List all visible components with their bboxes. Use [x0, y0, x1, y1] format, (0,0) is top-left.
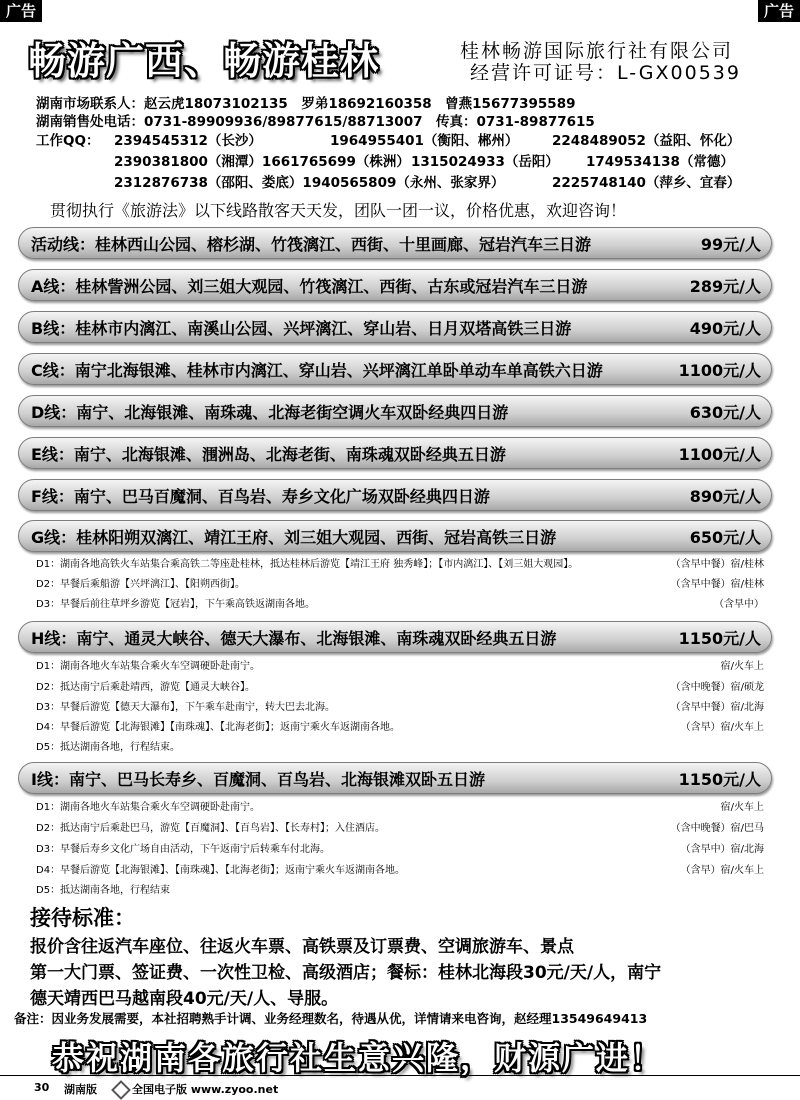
- qq-label: 工作QQ：: [36, 133, 100, 149]
- day-meals: （含早中餐）宿/桂林: [670, 579, 764, 590]
- day-meals: （含早中餐）宿/桂林: [670, 559, 764, 570]
- route-price: 890元/人: [689, 487, 761, 506]
- route-bar: [18, 395, 772, 427]
- itinerary-day: [36, 660, 764, 674]
- office-phone: 湖南销售处电话：0731-89909936/89877615/88713007 传真：0731-89877615: [36, 114, 595, 130]
- day-description: D2：抵达南宁后乘赴巴马，游览【百魔洞】、【百鸟岩】、【长寿村】；入住酒店。: [36, 823, 386, 834]
- route-name: G线：桂林阳朔双漓江、靖江王府、刘三姐大观园、西街、冠岩高铁三日游: [31, 528, 557, 547]
- route-price: 1150元/人: [678, 770, 761, 789]
- day-meals: （含中晚餐）宿/巴马: [670, 823, 764, 834]
- day-meals: （含早）宿/火车上: [680, 865, 764, 876]
- route-name: A线：桂林訾洲公园、刘三姐大观园、竹筏漓江、西街、古东或冠岩汽车三日游: [31, 277, 588, 296]
- route-price: 630元/人: [689, 403, 761, 422]
- route-bar: [18, 269, 772, 301]
- itinerary-day: [36, 681, 764, 695]
- day-meals: （含早）宿/火车上: [680, 722, 764, 733]
- qq-entry: 1964955401（衡阳、郴州）: [330, 133, 519, 149]
- itinerary-day: [36, 884, 764, 898]
- day-meals: （含中晚餐）宿/硕龙: [670, 682, 764, 693]
- qq-entry: 2248489052（益阳、怀化）: [552, 133, 741, 149]
- itinerary-day: [36, 578, 764, 592]
- day-description: D3：早餐后游览【德天大瀑布】，下午乘车赴南宁，转大巴去北海。: [36, 702, 336, 713]
- qq-entry: 2312876738（邵阳、娄底）1940565809（永州、张家界）: [114, 175, 505, 191]
- route-price: 490元/人: [689, 319, 761, 338]
- standards-line: 第一大门票、签证费、一次性卫检、高级酒店；餐标：桂林北海段30元/天/人，南宁: [30, 963, 662, 983]
- route-bar: [18, 520, 772, 552]
- itinerary-day: [36, 558, 764, 572]
- route-price: 650元/人: [689, 528, 761, 547]
- day-meals: 宿/火车上: [720, 802, 764, 813]
- ad-label-left: 广告: [0, 0, 42, 22]
- day-description: D4：早餐后游览【北海银滩】、【南珠魂】、【北海老街】；返南宁乘火车返湖南各地。: [36, 865, 406, 876]
- day-description: D4：早餐后游览【北海银滩】【南珠魂】、【北海老街】；返南宁乘火车返湖南各地。: [36, 722, 401, 733]
- qq-entry: 2225748140（萍乡、宜春）: [552, 175, 741, 191]
- route-name: H线：南宁、通灵大峡谷、德天大瀑布、北海银滩、南珠魂双卧经典五日游: [31, 629, 557, 648]
- itinerary-day: [36, 598, 764, 612]
- day-description: D3：早餐后前往草坪乡游览【冠岩】，下午乘高铁返湖南各地。: [36, 599, 316, 610]
- route-bar: [18, 479, 772, 511]
- license-number: 经营许可证号：L-GX00539: [470, 62, 741, 84]
- itinerary-day: [36, 741, 764, 755]
- page-title: 畅游广西、畅游桂林: [28, 39, 380, 83]
- company-name: 桂林畅游国际旅行社有限公司: [460, 40, 734, 62]
- website-label: 全国电子版 www.zyoo.net: [132, 1083, 279, 1096]
- ad-label-right: 广告: [758, 0, 800, 22]
- edition-label: 湖南版: [64, 1083, 97, 1096]
- route-name: D线：南宁、北海银滩、南珠魂、北海老街空调火车双卧经典四日游: [31, 403, 509, 422]
- footer-divider: [0, 1075, 800, 1076]
- day-description: D2：早餐后乘船游【兴坪漓江】、【阳朔西街】。: [36, 579, 246, 590]
- route-name: B线：桂林市内漓江、南溪山公园、兴坪漓江、穿山岩、日月双塔高铁三日游: [31, 319, 572, 338]
- route-bar: [18, 621, 772, 653]
- day-description: D5：抵达湖南各地，行程结束: [36, 885, 171, 896]
- qq-entry: 2390381800（湘潭）1661765699（株洲）: [114, 154, 410, 170]
- itinerary-day: [36, 822, 764, 836]
- itinerary-day: [36, 801, 764, 815]
- day-description: D1：湖南各地火车站集合乘火车空调硬卧赴南宁。: [36, 661, 261, 672]
- route-bar: [18, 762, 772, 794]
- tagline: 贯彻执行《旅游法》以下线路散客天天发，团队一团一议，价格优惠，欢迎咨询！: [50, 201, 627, 220]
- qq-entry: 1749534138（常德）: [586, 154, 734, 170]
- itinerary-day: [36, 701, 764, 715]
- market-contacts: 湖南市场联系人：赵云虎18073102135 罗弟18692160358 曾燕15677395589: [36, 96, 576, 112]
- day-meals: （含早中餐）宿/北海: [670, 702, 764, 713]
- day-meals: （含早中）: [714, 599, 764, 610]
- route-price: 1150元/人: [678, 629, 761, 648]
- qq-entry: 1315024933（岳阳）: [411, 154, 559, 170]
- day-meals: 宿/火车上: [720, 661, 764, 672]
- itinerary-day: [36, 721, 764, 735]
- day-description: D1：湖南各地火车站集合乘火车空调硬卧赴南宁。: [36, 802, 261, 813]
- day-description: D3：早餐后寿乡文化广场自由活动，下午返南宁后转乘车付北海。: [36, 844, 331, 855]
- itinerary-day: [36, 864, 764, 878]
- route-price: 99元/人: [700, 235, 761, 254]
- brand-logo-icon: [111, 1080, 131, 1100]
- recruitment-note: 备注：因业务发展需要，本社招聘熟手计调、业务经理数名，待遇从优，详情请来电咨询，赵经理13549649413: [14, 1011, 648, 1026]
- route-name: 活动线：桂林西山公园、榕杉湖、竹筏漓江、西街、十里画廊、冠岩汽车三日游: [31, 235, 592, 254]
- route-name: F线：南宁、巴马百魔洞、百鸟岩、寿乡文化广场双卧经典四日游: [31, 487, 490, 506]
- route-price: 289元/人: [689, 277, 761, 296]
- route-bar: [18, 437, 772, 469]
- route-bar: [18, 227, 772, 259]
- route-name: C线：南宁北海银滩、桂林市内漓江、穿山岩、兴坪漓江单卧单动车单高铁六日游: [31, 361, 603, 380]
- day-description: D5：抵达湖南各地，行程结束。: [36, 742, 181, 753]
- route-price: 1100元/人: [678, 445, 761, 464]
- page-number: 30: [34, 1081, 50, 1094]
- itinerary-day: [36, 843, 764, 857]
- route-price: 1100元/人: [678, 361, 761, 380]
- standards-line: 德天靖西巴马越南段40元/天/人、导服。: [30, 989, 339, 1009]
- route-bar: [18, 353, 772, 385]
- route-bar: [18, 311, 772, 343]
- qq-entry: 2394545312（长沙）: [114, 133, 262, 149]
- route-name: E线：南宁、北海银滩、涠洲岛、北海老街、南珠魂双卧经典五日游: [31, 445, 506, 464]
- route-name: I线：南宁、巴马长寿乡、百魔洞、百鸟岩、北海银滩双卧五日游: [31, 770, 485, 789]
- day-description: D1：湖南各地高铁火车站集合乘高铁二等座赴桂林，抵达桂林后游览【靖江王府 独秀峰】；【市内漓江】、【刘三姐大观园】。: [36, 559, 579, 570]
- day-description: D2：抵达南宁后乘赴靖西，游览【通灵大峡谷】。: [36, 682, 256, 693]
- slogan: 恭祝湖南各旅行社生意兴隆，财源广进！: [52, 1039, 665, 1077]
- standards-title: 接待标准：: [30, 906, 135, 930]
- standards-line: 报价含往返汽车座位、往返火车票、高铁票及订票费、空调旅游车、景点: [30, 937, 574, 957]
- day-meals: （含早中）宿/北海: [680, 844, 764, 855]
